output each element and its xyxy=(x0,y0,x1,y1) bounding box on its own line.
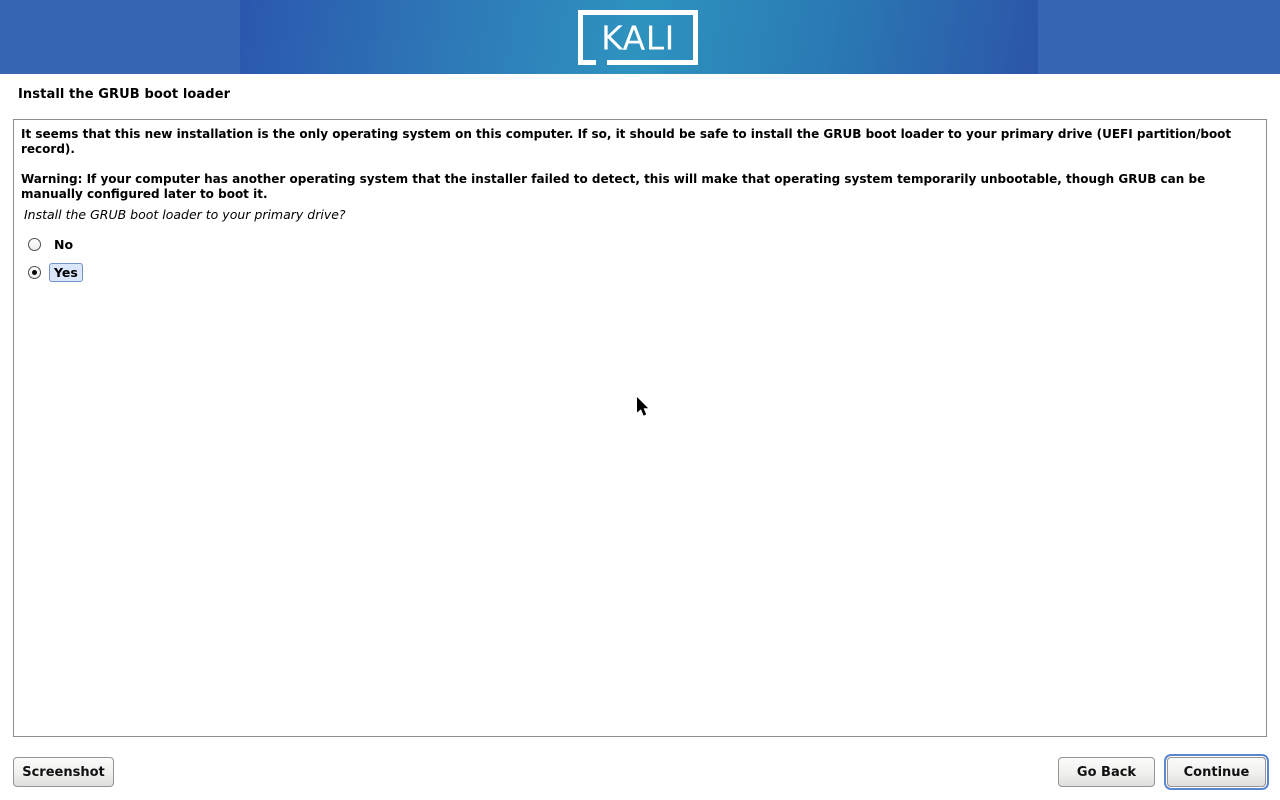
page-title: Install the GRUB boot loader xyxy=(18,87,231,102)
radio-option-yes[interactable] xyxy=(28,262,1259,282)
kali-logo xyxy=(578,10,698,65)
question-text: Install the GRUB boot loader to your primary drive? xyxy=(24,207,346,222)
radio-button-no[interactable] xyxy=(28,238,41,251)
mouse-cursor xyxy=(637,397,650,417)
paragraph-primary xyxy=(21,127,1259,157)
radio-group xyxy=(28,234,1259,282)
kali-logo-text: KALI xyxy=(601,18,675,58)
go-back-button[interactable]: Go Back xyxy=(1058,757,1155,787)
paragraph-primary-line1: It seems that this new installation is the only operating system on this computer. If so, it should be safe to install the GRUB boot loader to your primary drive (UEFI partition/boot xyxy=(21,127,1232,141)
continue-button[interactable]: Continue xyxy=(1167,757,1266,787)
paragraph-warning-line1: Warning: If your computer has another operating system that the installer failed to detect, this will make that operating system temporarily unbootable, though GRUB can be xyxy=(21,172,1206,186)
paragraph-warning-line2: manually configured later to boot it. xyxy=(21,187,268,201)
paragraph-primary-line2: record). xyxy=(21,142,75,156)
radio-label-yes[interactable]: Yes xyxy=(49,263,83,282)
radio-label-no[interactable]: No xyxy=(54,236,74,252)
radio-button-yes[interactable] xyxy=(28,266,41,279)
paragraph-warning xyxy=(21,172,1259,202)
cursor-arrow-icon xyxy=(637,397,648,416)
screenshot-button[interactable]: Screenshot xyxy=(13,757,114,787)
radio-option-no[interactable] xyxy=(28,234,1259,254)
dialog-content xyxy=(13,119,1267,737)
kali-banner xyxy=(0,0,1280,74)
